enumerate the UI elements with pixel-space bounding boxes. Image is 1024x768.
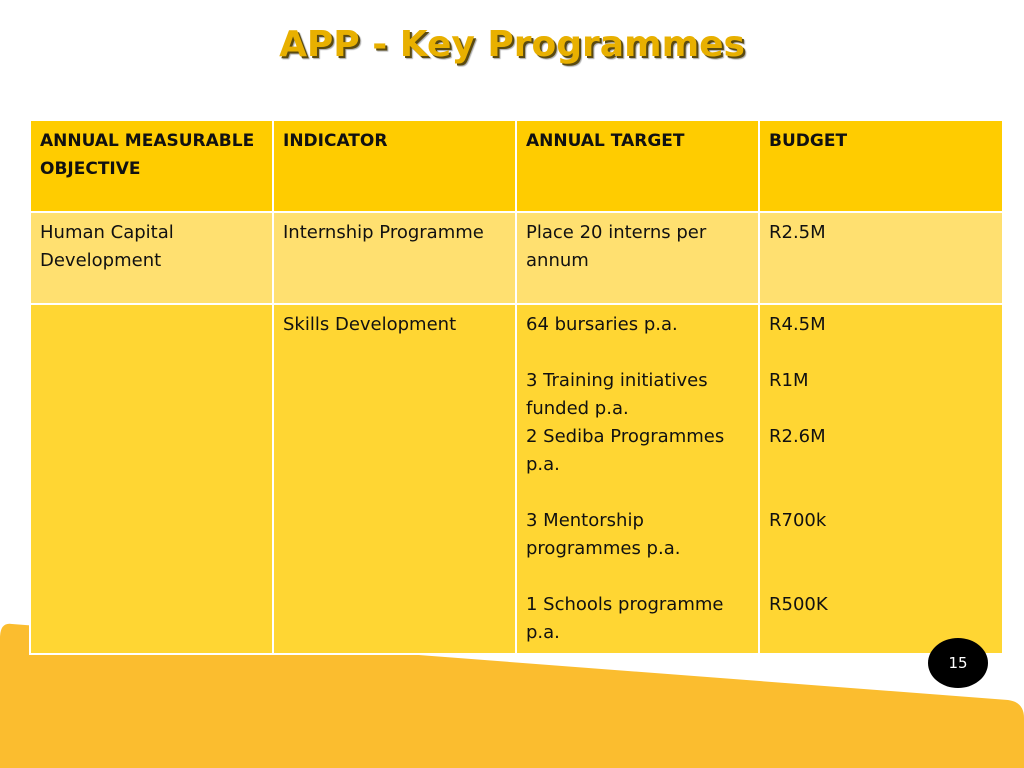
spacer [526,479,749,507]
budget-cell: R2.5M [759,212,1003,304]
budget-line: R500K [769,594,828,615]
spacer [769,563,993,591]
spacer [769,339,993,367]
target-line: 2 Sediba Programmes p.a. [526,426,725,475]
table-row [30,304,1003,654]
budget-line: R2.6M [769,426,826,447]
page-number-badge: 15 [928,638,988,688]
indicator-cell: Skills Development [273,304,516,654]
spacer [769,479,993,507]
spacer [526,339,749,367]
spacer [769,451,993,479]
header-budget: BUDGET [759,120,1003,212]
spacer [769,535,993,563]
target-cell [516,304,759,654]
target-line: 64 bursaries p.a. [526,314,678,335]
table-row [30,212,1003,304]
table-header-row [30,120,1003,212]
target-cell: Place 20 interns per annum [516,212,759,304]
spacer [769,395,993,423]
slide-title: APP - Key Programmes [279,24,745,65]
spacer [526,563,749,591]
budget-line: R700k [769,510,827,531]
target-line: 1 Schools programme p.a. [526,594,724,643]
objective-cell: Human Capital Development [30,212,273,304]
indicator-cell: Internship Programme [273,212,516,304]
header-indicator: INDICATOR [273,120,516,212]
budget-cell [759,304,1003,654]
header-annual-target: ANNUAL TARGET [516,120,759,212]
target-line: 3 Mentorship programmes p.a. [526,510,681,559]
target-line: 3 Training initiatives funded p.a. [526,370,708,419]
budget-line: R4.5M [769,314,826,335]
key-programmes-table [29,119,1004,655]
header-objective: ANNUAL MEASURABLE OBJECTIVE [30,120,273,212]
budget-line: R1M [769,370,809,391]
objective-cell [30,304,273,654]
